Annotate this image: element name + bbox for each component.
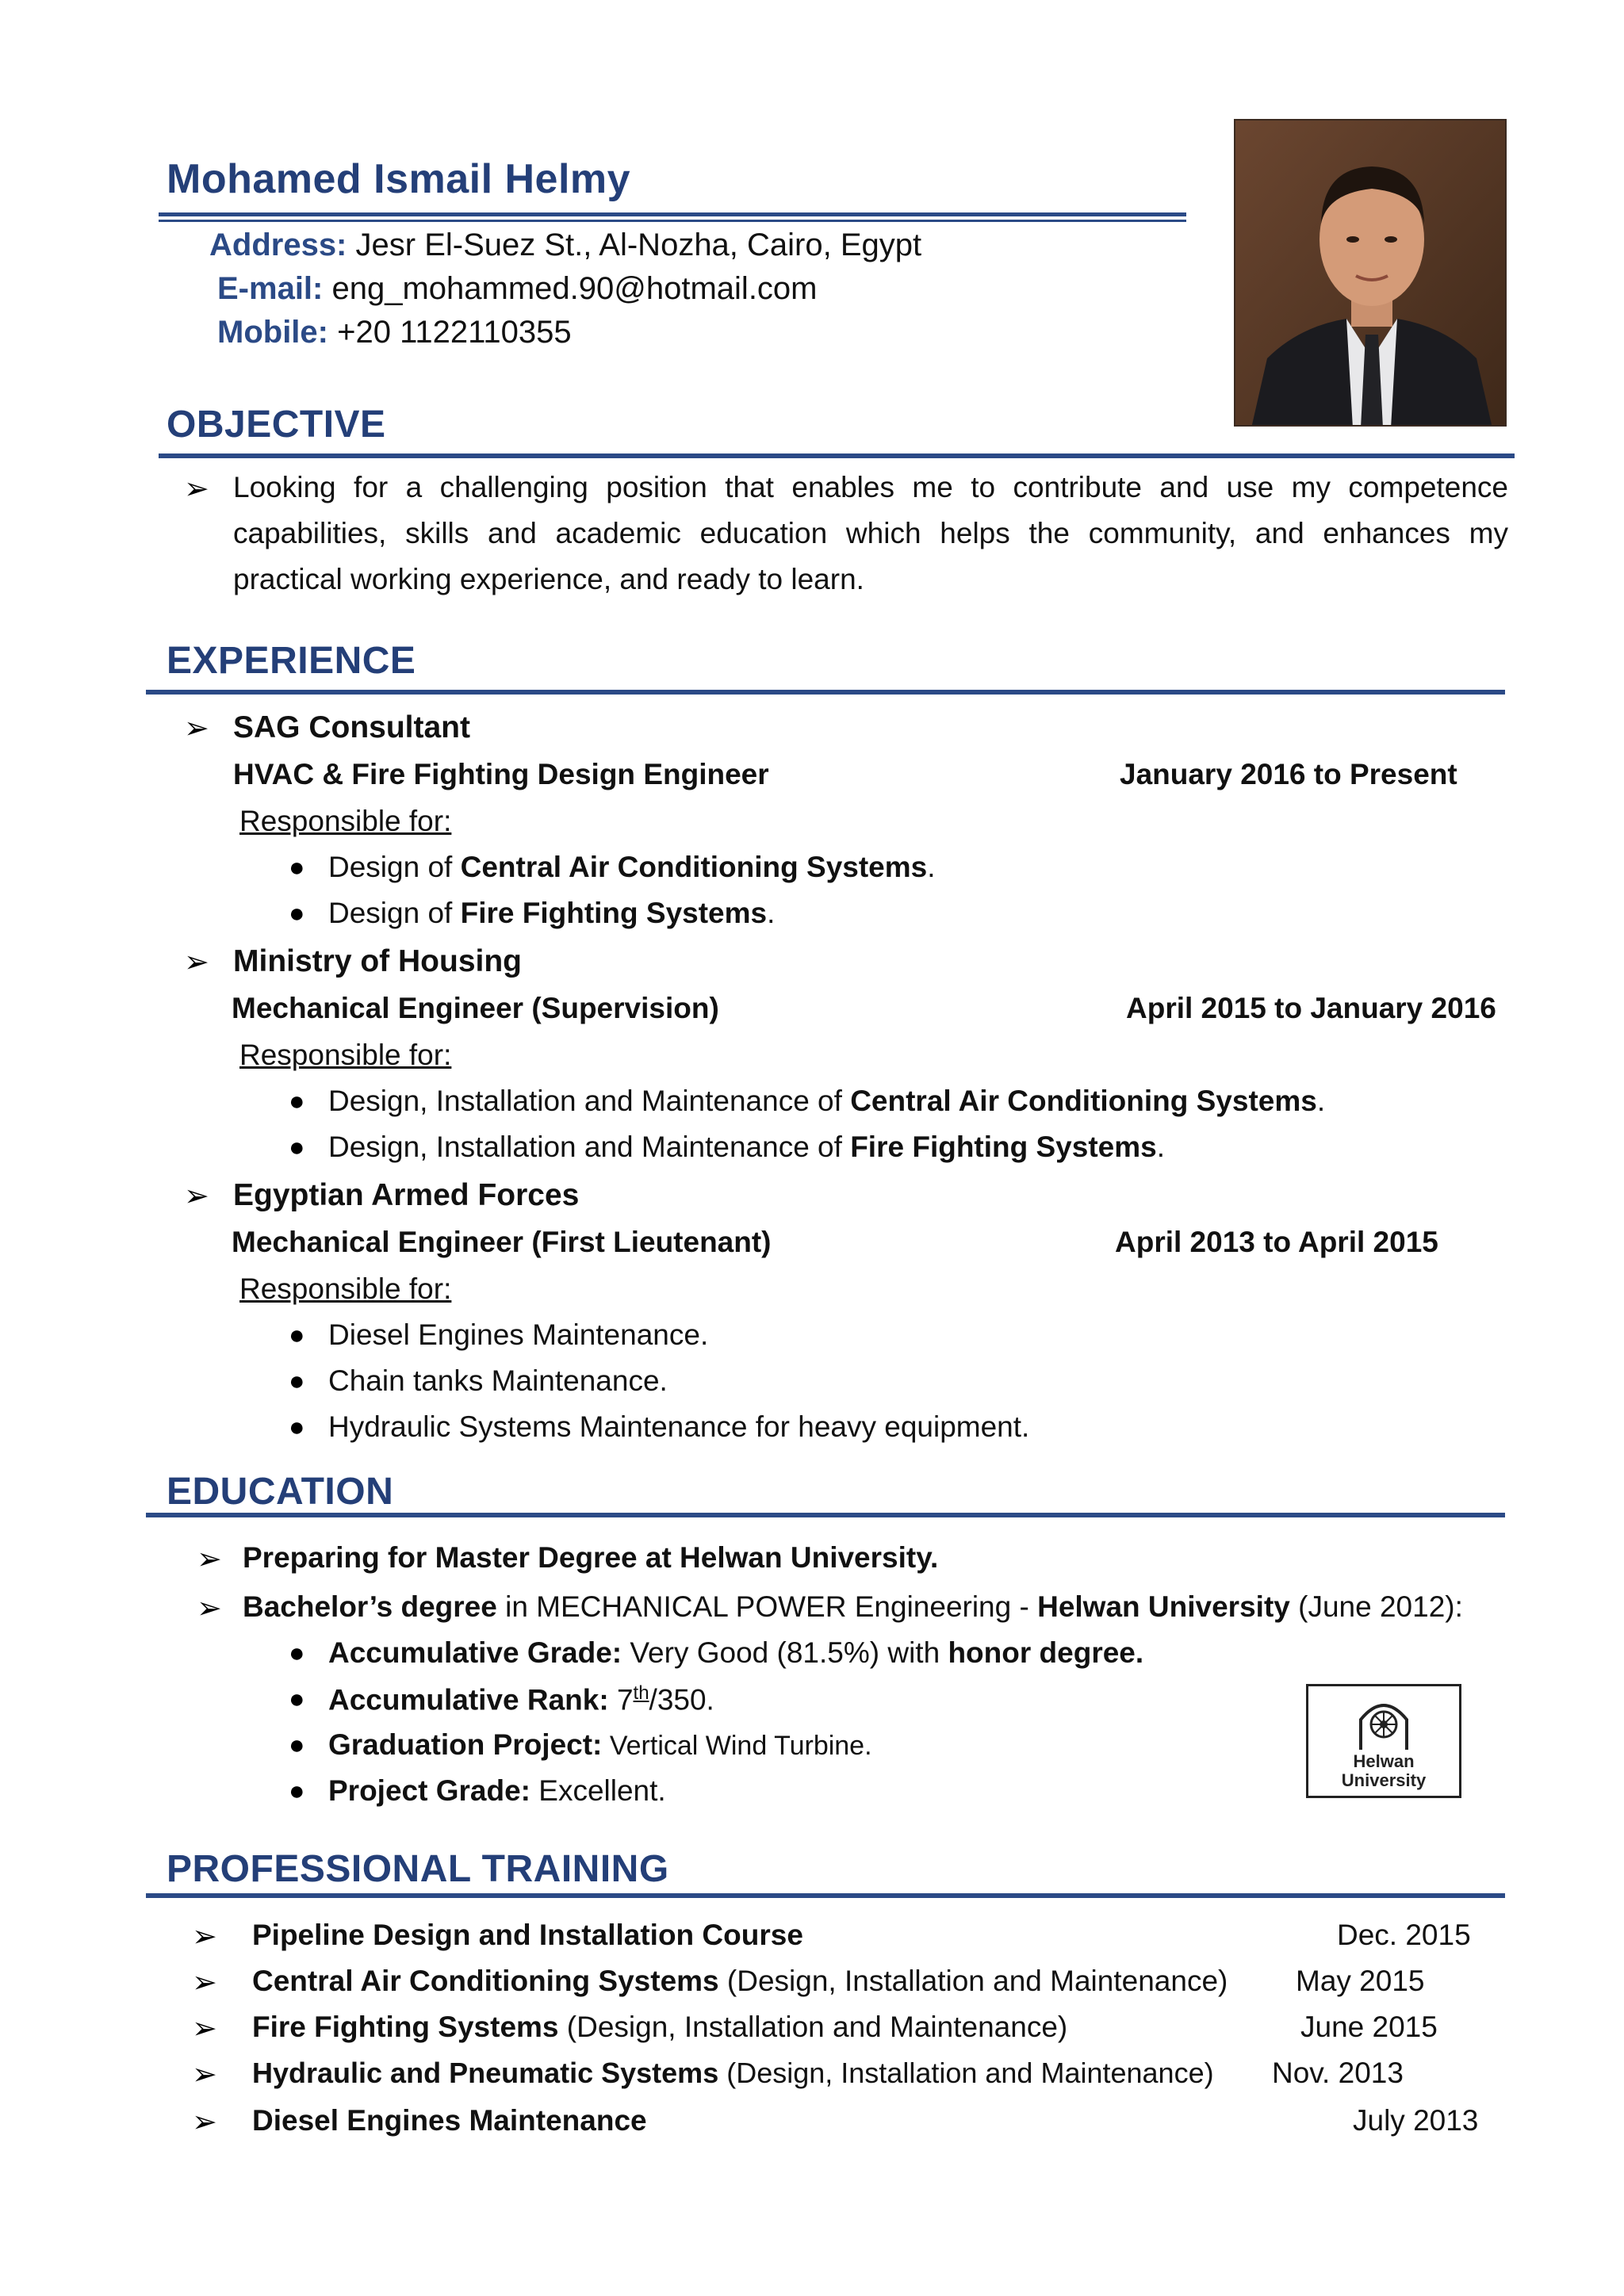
job-dates: April 2013 to April 2015 [1115,1226,1438,1258]
training-item: Fire Fighting Systems (Design, Installation and Maintenance) [252,2011,1068,2043]
mobile-label: Mobile: [217,315,328,350]
objective-line-2: capabilities, skills and academic education which helps the community, and enhances my [233,517,1508,549]
bullet-dot-icon: ● [289,898,305,928]
duty-item: Design, Installation and Maintenance of Central Air Conditioning Systems. [328,1085,1326,1117]
accumulative-rank: Accumulative Rank: 7th/350. [328,1682,714,1716]
arrow-bullet-icon: ➢ [184,946,209,979]
training-item: Pipeline Design and Installation Course [252,1919,803,1951]
training-date: May 2015 [1296,1965,1425,1997]
project-grade: Project Grade: Excellent. [328,1774,666,1807]
education-item-master: Preparing for Master Degree at Helwan University. [243,1541,939,1574]
duty-item: Chain tanks Maintenance. [328,1364,668,1397]
objective-heading: OBJECTIVE [167,404,386,446]
candidate-name: Mohamed Ismail Helmy [167,156,631,202]
logo-line-2: University [1341,1770,1427,1790]
training-divider [146,1893,1505,1898]
training-date: June 2015 [1300,2011,1438,2043]
email-line [217,271,818,307]
objective-divider [159,453,1515,458]
bullet-dot-icon: ● [289,1730,305,1760]
objective-line-1: Looking for a challenging position that enables me to contribute and use my competence [233,471,1508,503]
profile-photo [1234,119,1507,427]
arrow-bullet-icon: ➢ [197,1543,222,1576]
responsible-label: Responsible for: [239,1272,452,1305]
education-divider [146,1513,1505,1517]
arrow-bullet-icon: ➢ [192,1920,217,1954]
address-line [209,228,921,263]
portrait-graphic [1235,121,1507,427]
address-value: Jesr El-Suez St., Al-Nozha, Cairo, Egypt [355,228,922,262]
training-item: Diesel Engines Maintenance [252,2104,647,2137]
arrow-bullet-icon: ➢ [184,712,209,745]
logo-line-1: Helwan [1353,1751,1415,1771]
responsible-label: Responsible for: [239,1039,452,1071]
responsible-label: Responsible for: [239,805,452,837]
training-date: July 2013 [1353,2104,1479,2137]
bullet-dot-icon: ● [289,1638,305,1668]
job-title: Mechanical Engineer (Supervision) [232,992,719,1024]
job-company: Egyptian Armed Forces [233,1178,580,1212]
arrow-bullet-icon: ➢ [192,2058,217,2091]
accumulative-grade: Accumulative Grade: Very Good (81.5%) with honor degree. [328,1636,1144,1669]
job-dates: January 2016 to Present [1120,758,1457,790]
university-emblem-icon [1308,1686,1459,1796]
education-heading: EDUCATION [167,1471,394,1513]
arrow-bullet-icon: ➢ [192,1966,217,1999]
arrow-bullet-icon: ➢ [192,2012,217,2045]
arrow-bullet-icon: ➢ [184,473,209,506]
training-heading: PROFESSIONAL TRAINING [167,1848,669,1890]
duty-item: Hydraulic Systems Maintenance for heavy equipment. [328,1410,1030,1443]
mobile-value: +20 1122110355 [337,315,572,350]
bullet-dot-icon: ● [289,1320,305,1350]
experience-divider [146,690,1505,695]
duty-item: Design of Fire Fighting Systems. [328,897,776,929]
bullet-dot-icon: ● [289,1776,305,1806]
experience-heading: EXPERIENCE [167,640,416,682]
bullet-dot-icon: ● [289,1684,305,1714]
training-item: Hydraulic and Pneumatic Systems (Design, Installation and Maintenance) [252,2057,1214,2089]
bullet-dot-icon: ● [289,852,305,882]
bullet-dot-icon: ● [289,1086,305,1116]
job-title: Mechanical Engineer (First Lieutenant) [232,1226,772,1258]
duty-item: Design, Installation and Maintenance of Fire Fighting Systems. [328,1131,1165,1163]
training-date: Dec. 2015 [1337,1919,1471,1951]
name-divider [159,212,1186,222]
bullet-dot-icon: ● [289,1366,305,1396]
job-title: HVAC & Fire Fighting Design Engineer [233,758,769,790]
arrow-bullet-icon: ➢ [197,1592,222,1625]
duty-item: Design of Central Air Conditioning Systems. [328,851,936,883]
job-dates: April 2015 to January 2016 [1126,992,1496,1024]
university-logo [1306,1684,1461,1798]
email-value[interactable]: eng_mohammed.90@hotmail.com [331,271,818,306]
address-label: Address: [209,228,347,262]
training-date: Nov. 2013 [1272,2057,1404,2089]
training-item: Central Air Conditioning Systems (Design, Installation and Maintenance) [252,1965,1228,1997]
mobile-line [217,315,572,350]
email-label: E-mail: [217,271,324,306]
bullet-dot-icon: ● [289,1132,305,1162]
job-company: Ministry of Housing [233,944,522,978]
arrow-bullet-icon: ➢ [192,2106,217,2139]
arrow-bullet-icon: ➢ [184,1180,209,1213]
bullet-dot-icon: ● [289,1412,305,1442]
job-company: SAG Consultant [233,710,470,744]
objective-line-3: practical working experience, and ready to learn. [233,563,864,595]
graduation-project: Graduation Project: Vertical Wind Turbine. [328,1728,872,1761]
duty-item: Diesel Engines Maintenance. [328,1318,709,1351]
education-item-bachelor: Bachelor’s degree in MECHANICAL POWER Engineering - Helwan University (June 2012): [243,1590,1463,1623]
